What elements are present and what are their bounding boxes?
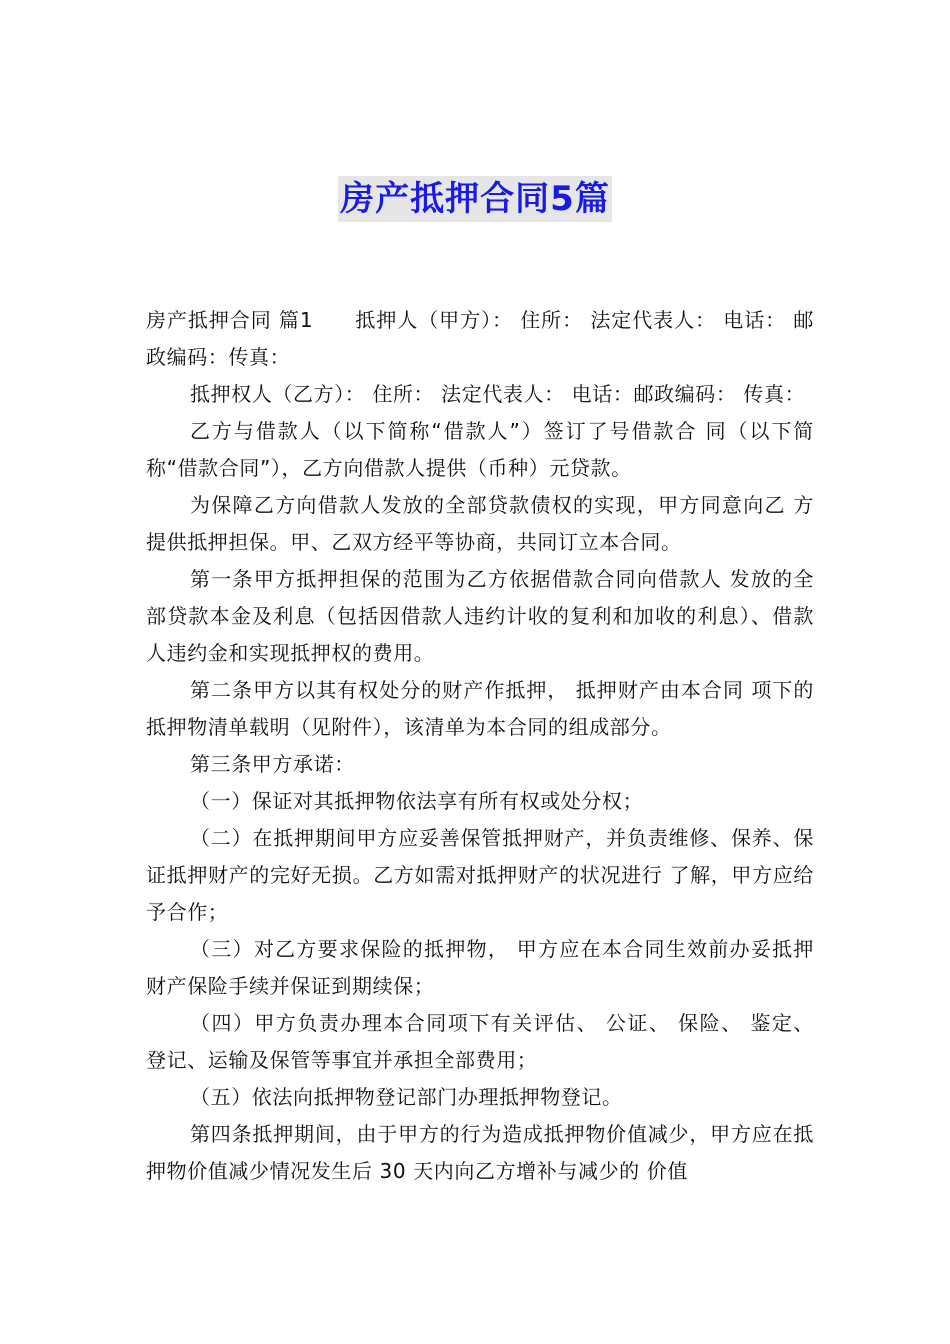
paragraph-article-4: 第四条抵押期间，由于甲方的行为造成抵押物价值减少，甲方应在抵押物价值减少情况发生后 30 天内向乙方增补与减少的 价值 [146, 1122, 814, 1183]
paragraph-article-1: 第一条甲方抵押担保的范围为乙方依据借款合同向借款人 发放的全部贷款本金及利息（包括因借款人违约计收的复利和加收的利息）、借款人违约金和实现抵押权的费用。 [146, 567, 814, 665]
paragraph-intro: 房产抵押合同 篇1 抵押人（甲方）： 住所： 法定代表人： 电话： 邮政编码：传真： [146, 308, 814, 369]
document-title: 房产抵押合同5篇 [338, 176, 612, 222]
paragraph-clause-5: （五）依法向抵押物登记部门办理抵押物登记。 [190, 1085, 623, 1109]
paragraph-clause-3: （三）对乙方要求保险的抵押物， 甲方应在本合同生效前办妥抵押财产保险手续并保证到期续保； [146, 937, 814, 998]
paragraph-guarantee-purpose: 为保障乙方向借款人发放的全部贷款债权的实现，甲方同意向乙 方提供抵押担保。甲、乙双方经平等协商，共同订立本合同。 [146, 493, 814, 554]
title-container [0, 176, 950, 222]
paragraph-article-2: 第二条甲方以其有权处分的财产作抵押， 抵押财产由本合同 项下的抵押物清单载明（见附件），该清单为本合同的组成部分。 [146, 678, 814, 739]
paragraph-loan-contract: 乙方与借款人（以下简称“借款人”）签订了号借款合 同（以下简称“借款合同”），乙方向借款人提供（币种）元贷款。 [146, 419, 814, 480]
paragraph-article-3: 第三条甲方承诺： [190, 752, 355, 776]
paragraph-clause-4: （四）甲方负责办理本合同项下有关评估、 公证、 保险、 鉴定、 登记、运输及保管等事宜并承担全部费用； [146, 1011, 814, 1072]
paragraph-clause-1: （一）保证对其抵押物依法享有所有权或处分权； [190, 789, 644, 813]
document-body [146, 302, 814, 1190]
paragraph-mortgagee: 抵押权人（乙方）： 住所： 法定代表人： 电话：邮政编码： 传真： [190, 382, 806, 406]
paragraph-clause-2: （二）在抵押期间甲方应妥善保管抵押财产，并负责维修、保养、保证抵押财产的完好无损。乙方如需对抵押财产的状况进行 了解，甲方应给予合作； [146, 826, 814, 924]
